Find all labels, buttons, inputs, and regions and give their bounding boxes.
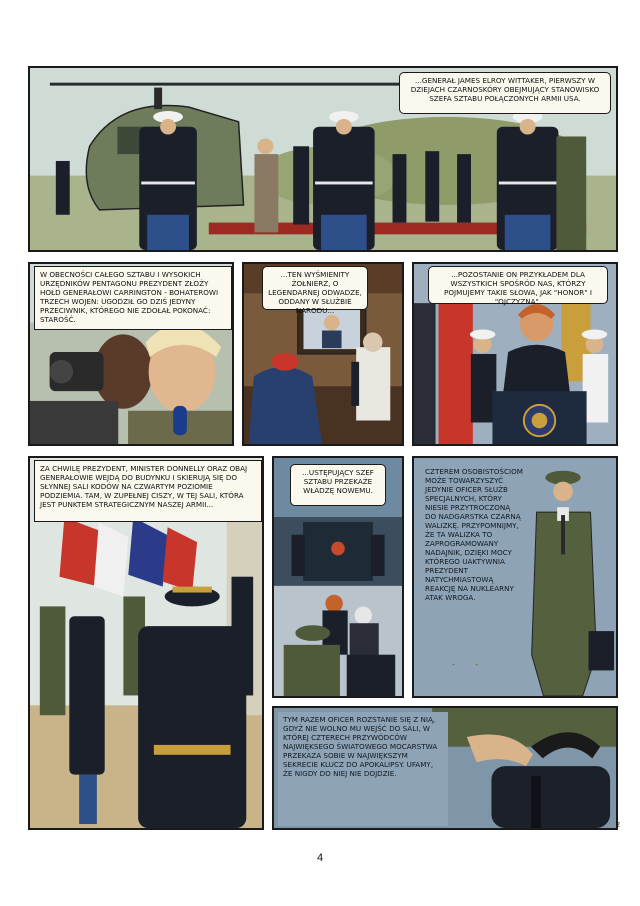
panel-reporters xyxy=(28,262,234,446)
page-number: 4 xyxy=(316,852,324,864)
caption-briefcase: CZTEREM OSOBISTOŚCIOM MOŻE TOWARZYSZYĆ JEDYNIE OFICER SŁUŻB SPECJALNYCH, KTÓRY NIESIE PRZYTROCZONĄ DO NADGARSTKA CZARNĄ WALIZKĘ. PRZYPOMNIJMY, ŻE TA WALIZKA TO ZAPROGRAMOWANY NADAJNIK, DZIĘKI MOCY KTÓREGO UAKTYWNIA PREZYDENT NATYCHMIASTOWĄ REAKCJĘ NA NUKLEARNY ATAK WROGA. xyxy=(420,464,528,664)
caption-carrington: W OBECNOŚCI CAŁEGO SZTABU I WYSOKICH URZĘDNIKÓW PENTAGONU PREZYDENT ZŁOŻY HOŁD GENERAŁOWI CARRINGTON - BOHATEROWI TRZECH WOJEN: UGODZIŁ GO DZIŚ JEDYNY PRZECIWNIK, KTÓREGO NIE ZDOŁAŁ POKONAĆ: STAROŚĆ. xyxy=(34,266,232,330)
caption-honor: ...POZOSTANIE ON PRZYKŁADEM DLA WSZYSTKICH SPOŚRÓD NAS, KTÓRZY POJMUJEMY TAKIE SŁOWA, JAK "HONOR" I "OJCZYZNA". xyxy=(428,266,608,304)
caption-code-room: ZA CHWILĘ PREZYDENT, MINISTER DONNELLY ORAZ OBAJ GENERAŁOWIE WEJDĄ DO BUDYNKU I SKIERUJĄ SIĘ DO SŁYNNEJ SALI KODÓW NA CZWARTYM POZIOMIE PODZIEMIA. TAM, W ZUPEŁNEJ CISZY, W TEJ SALI, KTÓRA JEST PUNKTEM STRATEGICZNYM NASZEJ ARMII... xyxy=(34,460,262,522)
panel-hand-briefcase xyxy=(272,706,618,830)
caption-apocalypse: TYM RAZEM OFICER ROZSTANIE SIĘ Z NIĄ, GDYŻ NIE WOLNO MU WEJŚĆ DO SALI, W KTÓREJ CZTERECH PRZYWÓDCÓW NAJWIĘKSEGO ŚWIATOWEGO MOCARSTWA PRZEKAZA SOBIE W NAJWIĘKSZYM SEKRECIE KLUCZ DO APOKALIPSY. UFAMY, ŻE NIGDY DO NIEJ NIE DOJDZIE. xyxy=(278,712,448,826)
corner-number: 2 xyxy=(616,822,620,829)
panel-procession xyxy=(28,456,264,830)
caption-wittaker: ...GENERAŁ JAMES ELROY WITTAKER, PIERWSZY W DZIEJACH CZARNOSKÓRY OBEJMUJĄCY STANOWISKO SZEFA SZTABU POŁĄCZONYCH ARMII USA. xyxy=(399,72,611,114)
caption-soldier: ...TEN WYŚMIENITY ŻOŁNIERZ, O LEGENDARNEJ ODWADZE, ODDANY W SŁUŻBIE NARODU... xyxy=(262,266,368,310)
panel-president-speech xyxy=(412,262,618,446)
caption-handover: ...USTĘPUJĄCY SZEF SZTABU PRZEKAŻE WŁADZĘ NOWEMU. xyxy=(290,464,386,506)
panel-tv-bar xyxy=(242,262,404,446)
panel-corridor xyxy=(272,456,404,698)
panel-helicopter-arrival xyxy=(28,66,618,252)
panel-officer-briefcase xyxy=(412,456,618,698)
